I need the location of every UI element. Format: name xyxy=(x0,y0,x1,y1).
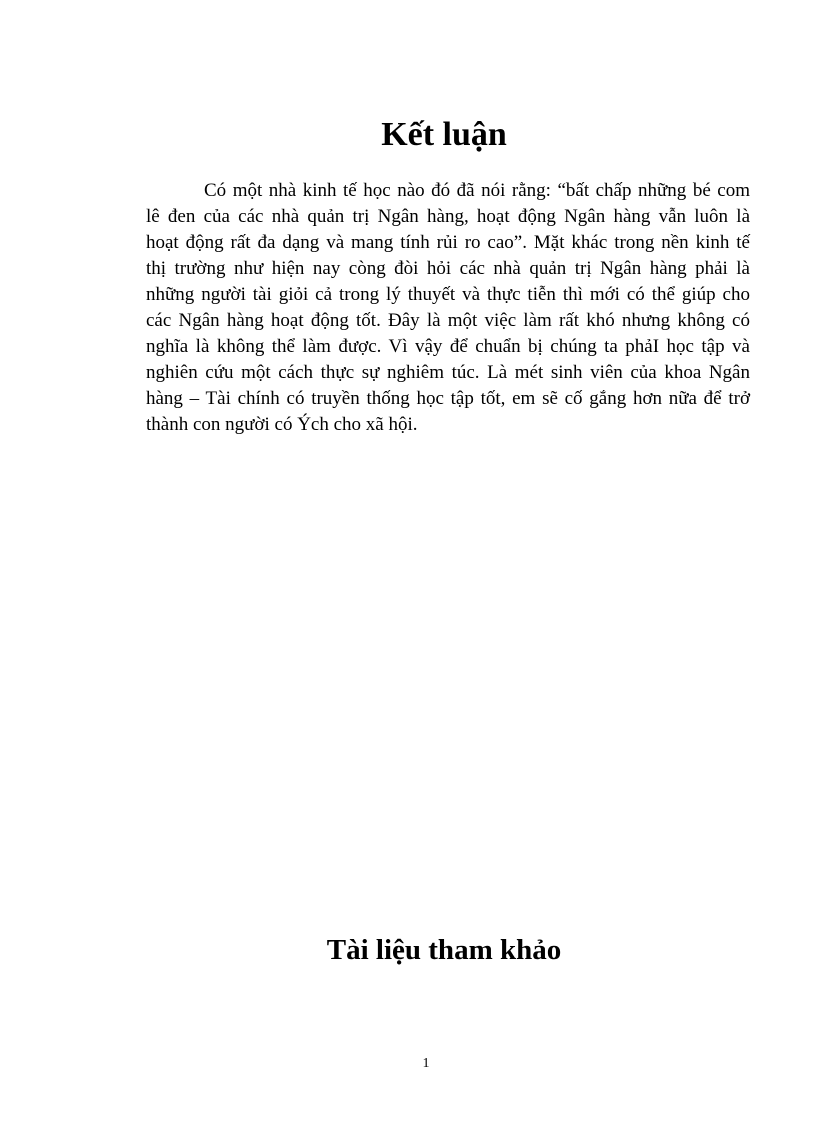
paragraph-line: nghiên cứu một cách thực sự nghiêm túc. Là mét sinh viên của khoa Ngân xyxy=(146,362,750,383)
paragraph-line: các Ngân hàng hoạt động tốt. Đây là một việc làm rất khó nhưng không có xyxy=(146,310,750,331)
conclusion-heading: Kết luận xyxy=(381,116,507,153)
paragraph-line: Có một nhà kinh tế học nào đó đã nói rằng: “bất chấp những bé com xyxy=(204,180,750,201)
paragraph-line: thị trường như hiện nay còng đòi hỏi các nhà quản trị Ngân hàng phải là xyxy=(146,258,750,279)
paragraph-line: hoạt động rất đa dạng và mang tính rủi ro cao”. Mặt khác trong nền kinh tế xyxy=(146,232,750,253)
paragraph-line: nghĩa là không thể làm được. Vì vậy để chuẩn bị chúng ta phảI học tập và xyxy=(146,336,750,357)
page-number: 1 xyxy=(422,1056,430,1071)
paragraph-line: thành con người có Ých cho xã hội. xyxy=(146,414,418,435)
paragraph-line: hàng – Tài chính có truyền thống học tập tốt, em sẽ cố gắng hơn nữa để trở xyxy=(146,388,750,409)
references-heading: Tài liệu tham khảo xyxy=(326,934,562,966)
paragraph-line: những người tài giỏi cả trong lý thuyết và thực tiễn thì mới có thể giúp cho xyxy=(146,284,750,305)
paragraph-line: lê đen của các nhà quản trị Ngân hàng, hoạt động Ngân hàng vẫn luôn là xyxy=(146,206,750,227)
conclusion-paragraph xyxy=(146,178,750,438)
